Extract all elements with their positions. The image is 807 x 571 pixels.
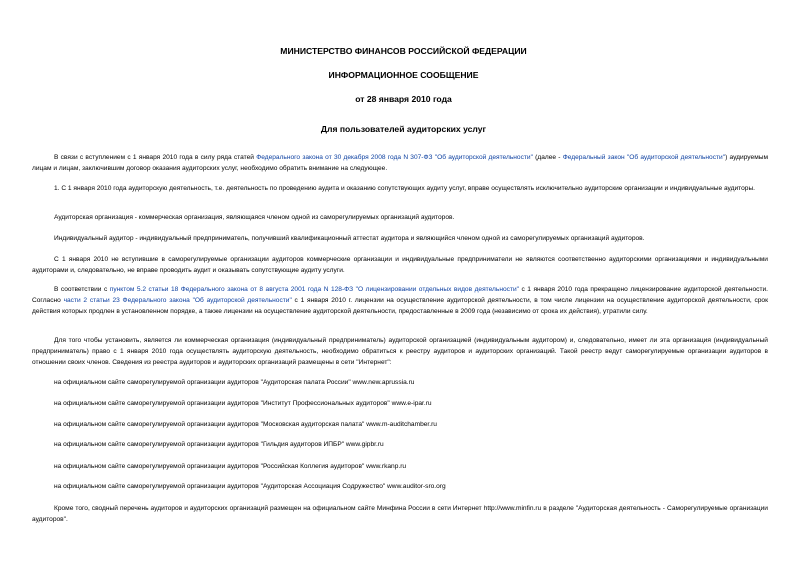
document-subject: Для пользователей аудиторских услуг xyxy=(320,124,487,134)
paragraph-1-text: 1. С 1 января 2010 года аудиторскую деятельность, т.е. деятельность по проведению аудита и оказанию сопутствующих аудиту услуг, вправе осуществлять исключительно аудиторские организации и индивидуальные аудиторы. xyxy=(54,185,756,192)
document-date: от 28 января 2010 года xyxy=(355,94,452,104)
non-members-text: С 1 января 2010 не вступившие в саморегулируемые организации аудиторов коммерческие организации и индивидуальные предприниматели не являются соответственно аудиторскими организациями и индивидуальными аудиторами и, следовательно, не вправе проводить аудит и оказывать сопутствующие аудиту услуги. xyxy=(32,256,768,274)
sro-site-item: на официальном сайте саморегулируемой организации аудиторов "Институт Профессиональных аудиторов" www.e-ipar.ru xyxy=(54,400,432,407)
individual-auditor-definition-text: Индивидуальный аудитор - индивидуальный предприниматель, получивший квалификационный аттестат аудитора и являющийся членом одной из саморегулируемых организаций аудиторов. xyxy=(54,235,645,242)
audit-org-definition-text: Аудиторская организация - коммерческая организация, являющаяся членом одной из саморегулируемых организаций аудиторов. xyxy=(54,214,455,221)
paragraph-minfin xyxy=(32,503,768,525)
paragraph-non-members xyxy=(32,254,768,276)
licensing-text-1: В соответствии с xyxy=(54,286,110,293)
licensing-text-2: с 1 января 2010 года прекращено лицензирование аудиторской деятельности. Согласно xyxy=(32,286,769,304)
licensing-text-3: с 1 января 2010 г. лицензии на осуществление аудиторской деятельности, в том числе лицензии на осуществление аудиторской деятельности, срок действия которых продлен в установленном порядке, а также лицензии на осуществление аудиторской деятельности, предоставленные в 2009 года (независимо от срока их действия), утратили силу. xyxy=(32,297,768,315)
document-type-heading: ИНФОРМАЦИОННОЕ СООБЩЕНИЕ xyxy=(328,70,479,80)
paragraph-intro xyxy=(32,152,768,174)
sro-site-item: на официальном сайте саморегулируемой организации аудиторов "Гильдия аудиторов ИПБР" www.gipbr.ru xyxy=(54,441,384,448)
sro-site-item: на официальном сайте саморегулируемой организации аудиторов "Аудиторская Ассоциация Содружество" www.auditor-sro.org xyxy=(54,483,446,490)
intro-text-2: (далее - xyxy=(532,154,563,161)
minfin-text: Кроме того, сводный перечень аудиторов и аудиторских организаций размещен на официальном сайте Минфина России в сети Интернет http://www.minfin.ru в разделе "Аудиторская деятельность - Саморегулируемые организации аудиторов". xyxy=(32,505,768,523)
paragraph-1 xyxy=(32,183,768,194)
law-307fz-link[interactable]: Федерального закона от 30 декабря 2008 года N 307-ФЗ "Об аудиторской деятельности" xyxy=(256,154,533,161)
sro-site-item: на официальном сайте саморегулируемой организации аудиторов "Аудиторская палата России" www.new.apruss​ia.ru xyxy=(54,379,415,386)
article-23-link[interactable]: части 2 статьи 23 Федерального закона "Об аудиторской деятельности" xyxy=(63,297,292,304)
law-128fz-link[interactable]: пунктом 5.2 статьи 18 Федерального закона от 8 августа 2001 года N 128-ФЗ "О лицензировании отдельных видов деятельности" xyxy=(109,286,519,293)
paragraph-individual-auditor-definition xyxy=(32,233,768,244)
intro-text-3: ) аудируемым лицам и лицам, заключившим договор оказания аудиторских услуг, необходимо обратить внимание на следующее. xyxy=(32,154,768,172)
intro-text-1: В связи с вступлением с 1 января 2010 года в силу ряда статей xyxy=(54,154,257,161)
registry-text: Для того чтобы установить, является ли коммерческая организация (индивидуальный предприниматель) аудиторской организацией (индивидуальным аудитором) и, следовательно, имеет ли эта организация (индивидуальный предприниматель) право с 1 января 2010 года осуществлять аудиторскую деятельность, необходимо обратиться к реестру аудиторов и аудиторских организаций. Такой реестр ведут саморегулируемые организации аудиторов в отношении своих членов. Сведения из реестра аудиторов и аудиторских организаций размещены в сети "Интернет": xyxy=(32,337,768,366)
paragraph-registry xyxy=(32,335,768,368)
sro-site-item: на официальном сайте саморегулируемой организации аудиторов "Российская Коллегия аудиторов" www.rkanp.ru xyxy=(54,463,407,470)
ministry-heading: МИНИСТЕРСТВО ФИНАНСОВ РОССИЙСКОЙ ФЕДЕРАЦИИ xyxy=(280,46,527,56)
paragraph-licensing xyxy=(32,284,768,317)
audit-law-link[interactable]: Федеральный закон "Об аудиторской деятельности" xyxy=(562,154,726,161)
paragraph-audit-org-definition xyxy=(32,212,768,223)
sro-site-item: на официальном сайте саморегулируемой организации аудиторов "Московская аудиторская палата" www.m-auditchamber.ru xyxy=(54,421,437,428)
